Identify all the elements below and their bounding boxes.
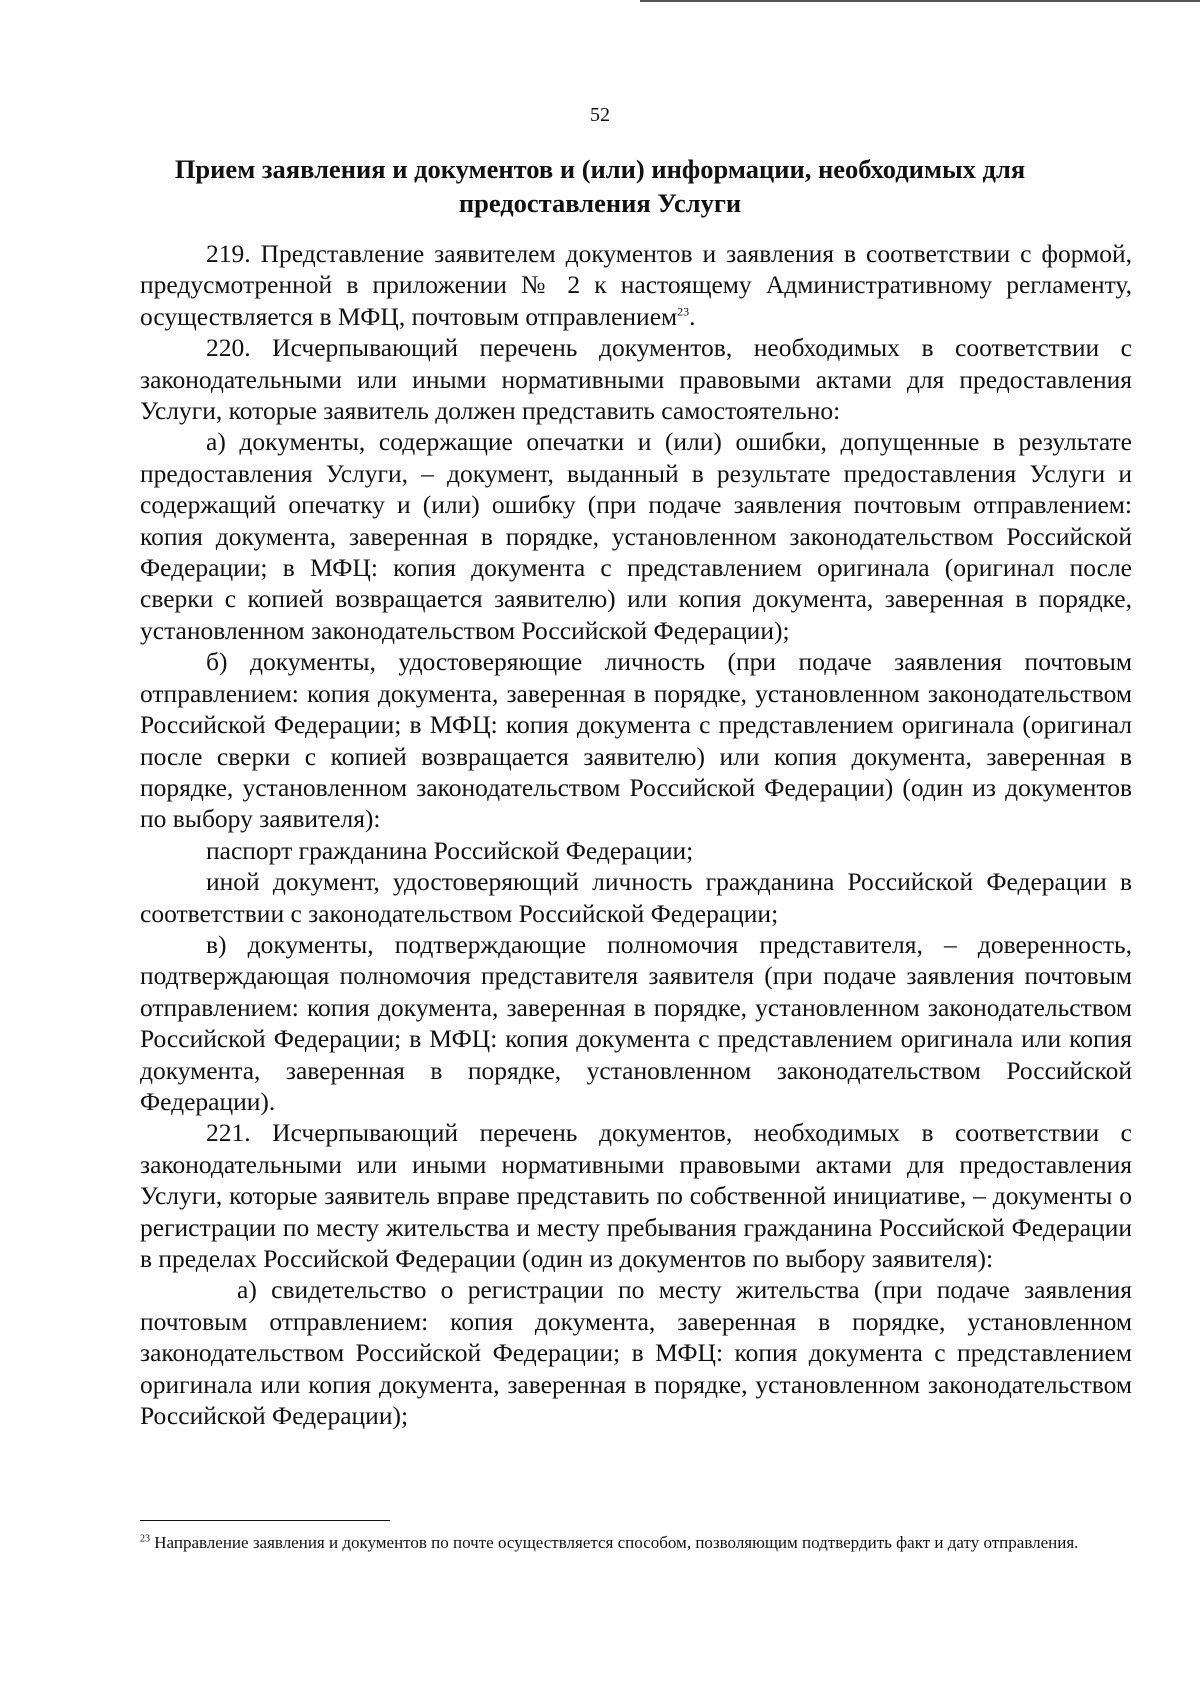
section-heading: Прием заявления и документов и (или) информации, необходимых для предоставления Услуги (174, 154, 1026, 218)
list-item-other-identity-document: иной документ, удостоверяющий личность гражданина Российской Федерации в соответствии с законодательством Российской Федерации; (140, 867, 1132, 928)
footnote-reference: 23 (677, 304, 690, 319)
footnote-text: Направление заявления и документов по почте осуществляется способом, позволяющим подтвердить факт и дату отправления. (154, 1533, 1079, 1552)
paragraph-220-item-v: в) документы, подтверждающие полномочия представителя, – доверенность, подтверждающая полномочия представителя заявителя (при подаче заявления почтовым отправлением: копия документа, заверенная в порядке, установленном законодательством Российской Федерации; в МФЦ: копия документа с представлением оригинала или копия документа, заверенная в порядке, установленном законодательством Российской Федерации). (140, 929, 1132, 1116)
page-number: 52 (590, 104, 610, 126)
paragraph-219 (140, 238, 1132, 332)
footnote-mark: 23 (140, 1533, 150, 1545)
paragraph-220-item-a: а) документы, содержащие опечатки и (или) ошибки, допущенные в результате предоставления Услуги, – документ, выданный в результате предоставления Услуги и содержащий опечатку и (или) ошибку (при подаче заявления почтовым отправлением: копия документа, заверенная в порядке, установленном законодательством Российской Федерации; в МФЦ: копия документа с представлением оригинала (оригинал после сверки с копией возвращается заявителю) или копия документа, заверенная в порядке, установленном законодательством Российской Федерации); (140, 427, 1132, 645)
paragraph-219-end: . (689, 301, 696, 331)
paragraph-220: 220. Исчерпывающий перечень документов, необходимых в соответствии с законодательными или иными нормативными правовыми актами для предоставления Услуги, которые заявитель должен представить самостоятельно: (140, 333, 1132, 426)
paragraph-221-item-a: а) свидетельство о регистрации по месту жительства (при подаче заявления почтовым отправлением: копия документа, заверенная в порядке, установленном законодательством Российской Федерации; в МФЦ: копия документа с представлением оригинала или копия документа, заверенная в порядке, установленном законодательством Российской Федерации); (140, 1275, 1132, 1431)
scan-top-edge-line (640, 0, 1200, 2)
paragraph-220-item-b: б) документы, удостоверяющие личность (при подаче заявления почтовым отправлением: копия документа, заверенная в порядке, установленном законодательством Российской Федерации; в МФЦ: копия документа с представлением оригинала (оригинал после сверки с копией возвращается заявителю) или копия документа, заверенная в порядке, установленном законодательством Российской Федерации) (один из документов по выбору заявителя): (140, 647, 1132, 834)
paragraph-219-text: 219. Представление заявителем документов и заявления в соответствии с формой, предусмотренной в приложении № 2 к настоящему Административному регламенту, осуществляется в МФЦ, почтовым отправлением (140, 239, 1132, 331)
footnote (140, 1530, 1132, 1555)
footnote-separator (140, 1520, 390, 1521)
list-item-passport: паспорт гражданина Российской Федерации; (206, 835, 694, 865)
document-body (140, 238, 1132, 1431)
paragraph-221: 221. Исчерпывающий перечень документов, необходимых в соответствии с законодательными или иными нормативными правовыми актами для предоставления Услуги, которые заявитель вправе представить по собственной инициативе, – документы о регистрации по месту жительства и месту пребывания гражданина Российской Федерации в пределах Российской Федерации (один из документов по выбору заявителя): (140, 1118, 1132, 1273)
